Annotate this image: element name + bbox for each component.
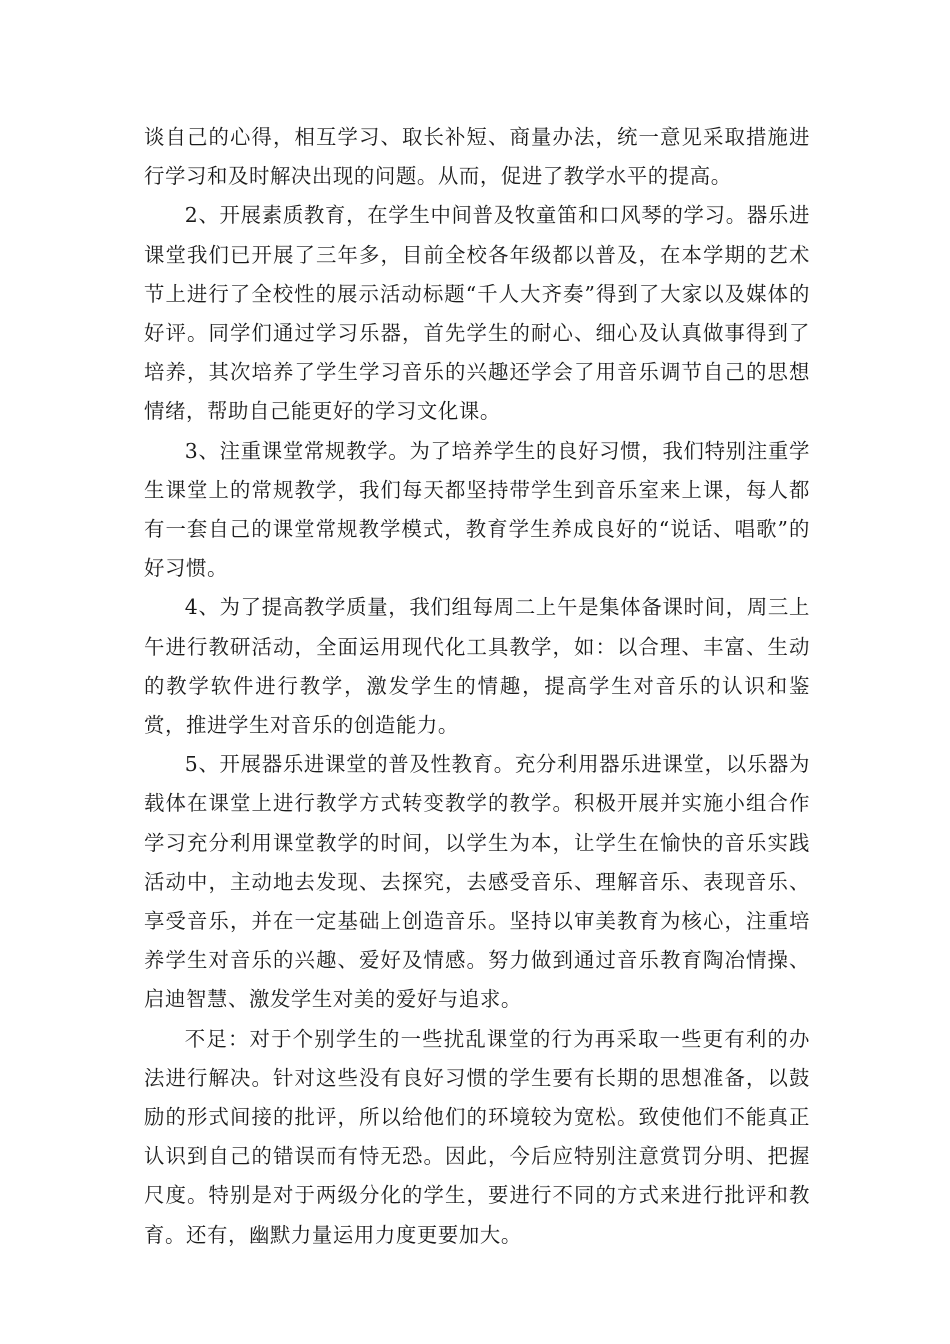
paragraph-item-4: 4、为了提高教学质量，我们组每周二上午是集体备课时间，周三上午进行教研活动，全面运用现代化工具教学，如：以合理、丰富、生动的教学软件进行教学，激发学生的情趣，提高学生对音乐的认识和鉴赏，推进学生对音乐的创造能力。 — [144, 595, 810, 738]
paragraph-item-2: 2、开展素质教育，在学生中间普及牧童笛和口风琴的学习。器乐进课堂我们已开展了三年多，目前全校各年级都以普及，在本学期的艺术节上进行了全校性的展示活动标题“千人大齐奏”得到了大家以及媒体的好评。同学们通过学习乐器，首先学生的耐心、细心及认真做事得到了培养，其次培养了学生学习音乐的兴趣还学会了用音乐调节自己的思想情绪，帮助自己能更好的学习文化课。 — [144, 203, 810, 424]
paragraph-item-5: 5、开展器乐进课堂的普及性教育。充分利用器乐进课堂，以乐器为载体在课堂上进行教学方式转变教学的教学。积极开展并实施小组合作学习充分利用课堂教学的时间，以学生为本，让学生在愉快的音乐实践活动中，主动地去发现、去探究，去感受音乐、理解音乐、表现音乐、享受音乐，并在一定基础上创造音乐。坚持以审美教育为核心，注重培养学生对音乐的兴趣、爱好及情感。努力做到通过音乐教育陶冶情操、启迪智慧、激发学生对美的爱好与追求。 — [144, 752, 810, 1012]
paragraph-shortcomings: 不足：对于个别学生的一些扰乱课堂的行为再采取一些更有利的办法进行解决。针对这些没有良好习惯的学生要有长期的思想准备，以鼓励的形式间接的批评，所以给他们的环境较为宽松。致使他们不能真正认识到自己的错误而有恃无恐。因此，今后应特别注意赏罚分明、把握尺度。特别是对于两级分化的学生，要进行不同的方式来进行批评和教育。还有，幽默力量运用力度更要加大。 — [144, 1026, 810, 1247]
document-body — [144, 118, 810, 1255]
paragraph-item-3: 3、注重课堂常规教学。为了培养学生的良好习惯，我们特别注重学生课堂上的常规教学，我们每天都坚持带学生到音乐室来上课，每人都有一套自己的课堂常规教学模式，教育学生养成良好的“说话、唱歌”的好习惯。 — [144, 438, 810, 581]
paragraph-continuation: 谈自己的心得，相互学习、取长补短、商量办法，统一意见采取措施进行学习和及时解决出现的问题。从而，促进了教学水平的提高。 — [144, 125, 810, 189]
